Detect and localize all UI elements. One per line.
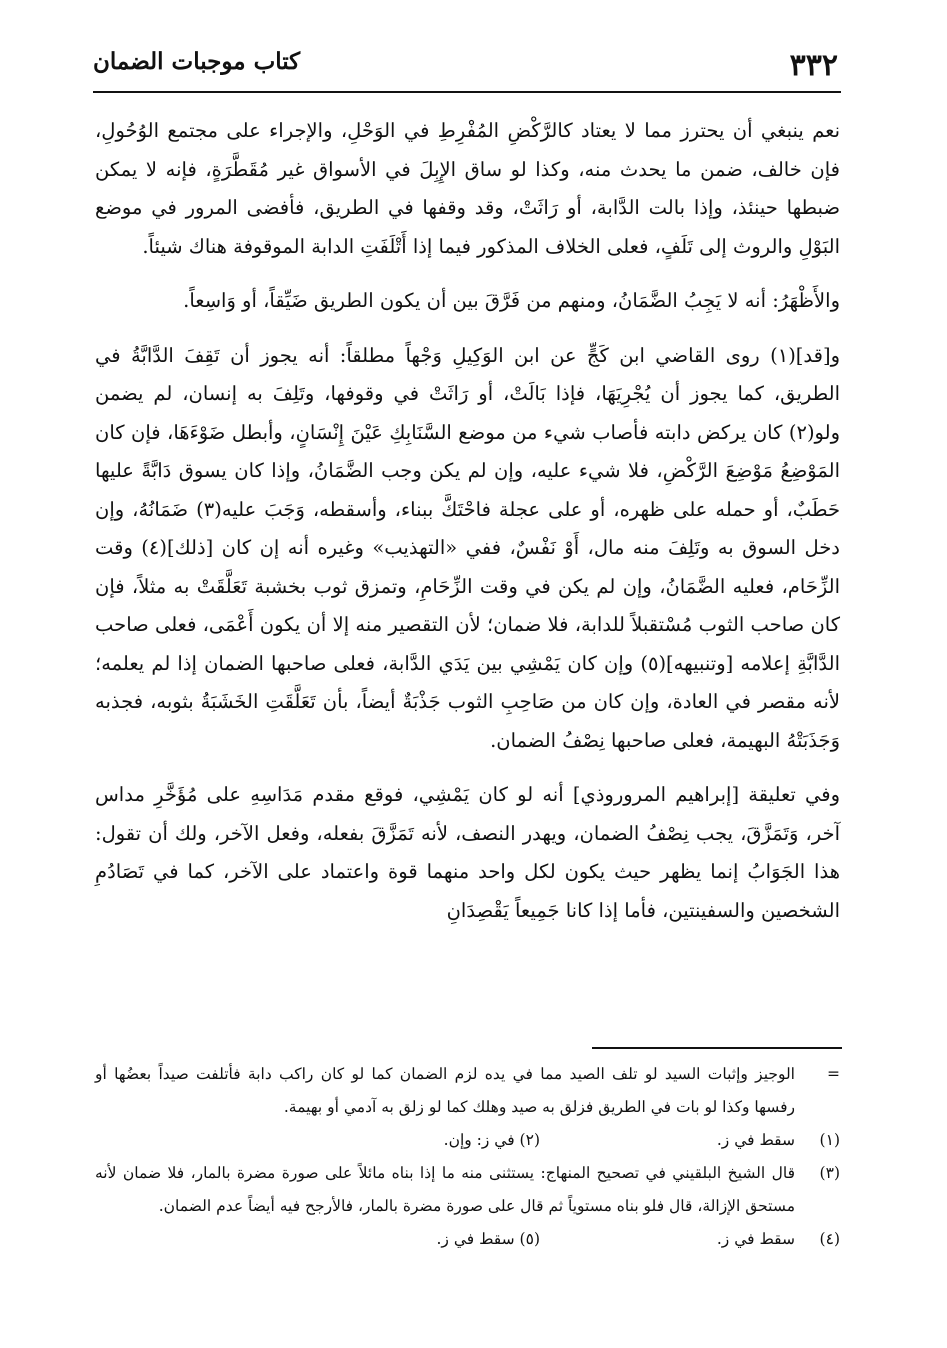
footnote-mark: (٤): [819, 1230, 840, 1248]
footnote-mark: =: [827, 1065, 840, 1083]
page-number: ٣٣٢: [789, 48, 838, 83]
footnote-mark: (١): [819, 1131, 840, 1149]
footnote-text: الوجيز وإثبات السيد لو تلف الصيد مما في يده لزم الضمان كما لو كان راكب دابة فأتلفت صيداً بعضُها أو رفسها وكذا لو بات في الطريق فزلق به صيد وهلك كما لو زلق به آدمي أو بهيمة.: [95, 1065, 795, 1116]
paragraph-3: و[قد](١) روى القاضي ابن كَجٍّ عن ابن الوَكِيلِ وَجْهاً مطلقاً: أنه يجوز أن تَقِفَ الدَّابَّةُ في الطريق، كما يجوز أن يُجْرِيَهَا، فإذا بَالَتْ، أو رَاثَتْ في وقوفها، وتَلِفَ به إنسان، لم يضمن ولو(٢) كان يركض دابته فأصاب شيء من موضع السَّنَابِكِ عَيْنَ إِنْسَانٍ، وأبطل ضَوْءَهَا، فإن كان المَوْضِعُ مَوْضِعَ الرَّكْضِ، فلا شيء عليه، وإن لم يكن وجب الضَّمَانُ، وإذا كان يسوق دَابَّةً عليها حَطَبٌ، أو حمله على ظهره، أو على عجلة فاحْتَكَّ ببناء، وأسقطه، وَجَبَ عليه(٣) ضَمَانُهُ، وإن دخل السوق به وتَلِفَ منه مال، أَوْ نَفْسٌ، ففي «التهذيب» وغيره أنه إن كان [ذلك](٤) وقت الزِّحَام، فعليه الضَّمَانُ، وإن لم يكن في وقت الزِّحَامِ، وتمزق ثوب بخشبة تَعَلَّقَتْ به مثلاً، فإن كان صاحب الثوب مُسْتقبلاً للدابة، فلا ضمان؛ لأن التقصير منه إلا أن يكون أَعْمَى، فعلى صاحب الدَّابَّةِ إعلامه [وتنبيهه](٥) وإن كان يَمْشِي بين يَدَي الدَّابة، فعلى صاحبها الضمان إذا لم يعلمه؛ لأنه مقصر في العادة، وإن كان من صَاحِبِ الثوب جَذْبَةٌ أيضاً، بأن تَعَلَّقَتِ الخَشَبَةُ بثوبه، فجذبه وَجَذَبَتْهُ البهيمة، فعلى صاحبها نِصْفُ الضمان.: [95, 343, 840, 752]
footnote-text: (٢) في ز: وإن.: [443, 1131, 540, 1149]
main-text: [95, 112, 840, 946]
footnote-text: (٥) سقط في ز.: [436, 1230, 540, 1248]
running-title: كتاب موجبات الضمان: [93, 48, 301, 75]
page-header: [93, 40, 838, 90]
paragraph-4: وفي تعليقة [إبراهيم المروروذي] أنه لو كان يَمْشِي، فوقع مقدم مَدَاسِهِ على مُؤَخَّرِ مداس آخر، وَتَمَزَّقَ، يجب نِصْفُ الضمان، ويهدر النصف، لأنه تَمَزَّقَ بفعله، وفعل الآخر، ولك أن تقول: هذا الجَوَابُ إنما يظهر حيث يكون لكل واحد منهما قوة واعتماد على الآخر، كما في تَصَادُمِ الشخصين والسفينتين، فأما إذا كانا جَمِيعاً يَقْصِدَانِ: [95, 783, 840, 922]
paragraph-2: والأَظْهَرُ: أنه لا يَجِبُ الضَّمَانُ، ومنهم من فَرَّقَ بين أن يكون الطريق ضَيِّقاً، أو وَاسِعاً.: [183, 289, 840, 312]
paragraph-1: نعم ينبغي أن يحترز مما لا يعتاد كالرَّكْضِ المُفْرِطِ في الوَحْلِ، والإجراء على مجتمع الوُحُولِ، فإن خالف، ضمن ما يحدث منه، وكذا لو ساق الإِبِلَ في الأسواق غير مُقَطَّرَةٍ، فإنه لا يمكن ضبطها حينئذ، وإذا بالت الدَّابة، أو رَاثَتْ، وقد وقفها في الطريق، فأفضى المرور في موضع البَوْلِ والروث إلى تَلَفٍ، فعلى الخلاف المذكور فيما إذا أَتْلَفَتِ الدابة الموقوفة هناك شيئاً.: [95, 119, 840, 258]
footnote-mark: (٣): [819, 1164, 840, 1182]
footnote-rule: [592, 1047, 842, 1049]
footnote-text: قال الشيخ البلقيني في تصحيح المنهاج: يستثنى منه ما إذا بناه مائلاً على صورة مضرة بالمار، فلا ضمان لأنه مستحق الإزالة، قال فلو بناه مستوياً ثم قال على صورة مضرة بالمار، فالأرجح فيه أيضاً عدم الضمان.: [95, 1164, 795, 1215]
footnote-continuation: [95, 1058, 840, 1124]
footnote-1-2: [95, 1124, 840, 1157]
footnote-4-5: [95, 1223, 840, 1256]
footnote-text: سقط في ز.: [716, 1131, 795, 1149]
header-rule: [93, 91, 841, 93]
footnote-3: [95, 1157, 840, 1223]
footnotes: [95, 1058, 840, 1256]
footnote-text: سقط في ز.: [716, 1230, 795, 1248]
